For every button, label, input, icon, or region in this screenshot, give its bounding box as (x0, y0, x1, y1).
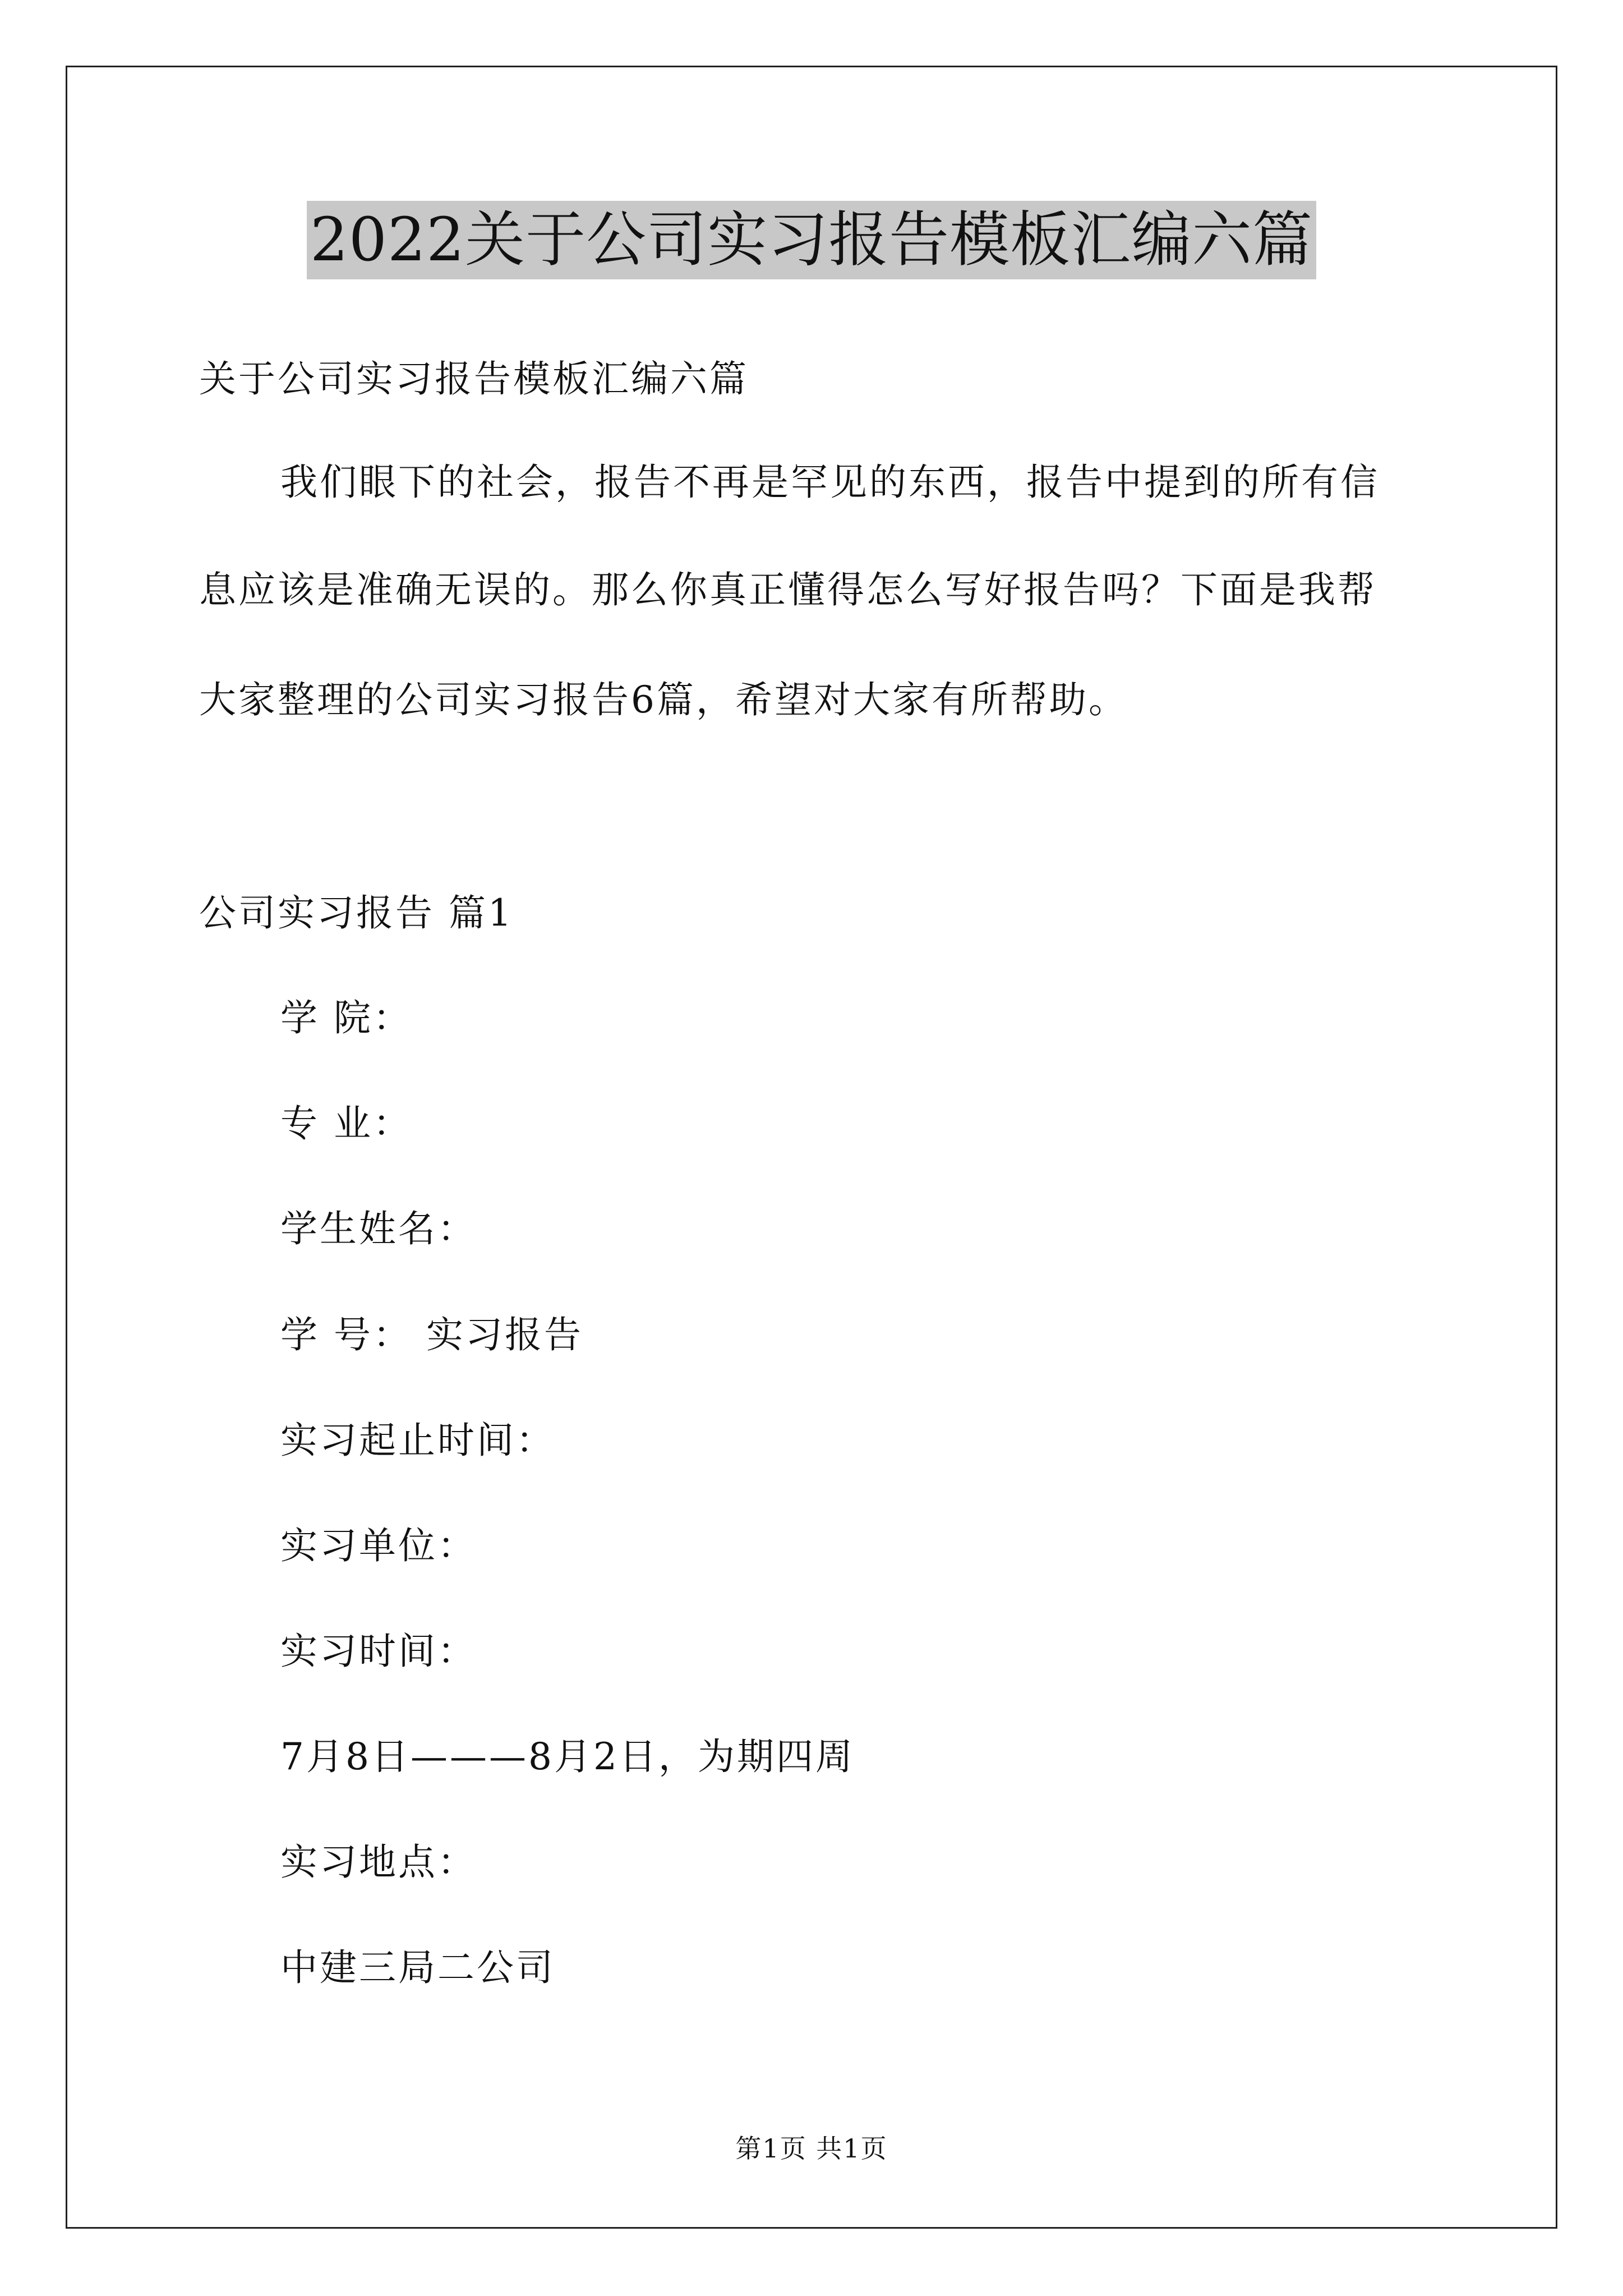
document-title: 2022关于公司实习报告模板汇编六篇 (307, 201, 1316, 279)
field-student-name: 学生姓名： (280, 1207, 477, 1250)
field-college: 学 院： (280, 996, 412, 1039)
intro-line-1: 我们眼下的社会，报告不再是罕见的东西，报告中提到的所有信 (280, 461, 1380, 504)
intro-line-2: 息应该是准确无误的。那么你真正懂得怎么写好报告吗？下面是我帮 (199, 568, 1377, 611)
field-internship-period: 实习起止时间： (280, 1419, 555, 1462)
page-footer: 第1页 共1页 (735, 2133, 888, 2164)
field-internship-location: 实习地点： (280, 1841, 477, 1884)
field-internship-unit: 实习单位： (280, 1524, 477, 1567)
field-student-number: 学 号： 实习报告 (280, 1313, 583, 1356)
document-subtitle: 关于公司实习报告模板汇编六篇 (199, 357, 749, 401)
section-heading: 公司实习报告 篇1 (199, 891, 514, 935)
internship-location-value: 中建三局二公司 (280, 1946, 555, 1989)
internship-time-value: 7月8日———8月2日，为期四周 (280, 1735, 855, 1778)
intro-line-3: 大家整理的公司实习报告6篇，希望对大家有所帮助。 (199, 678, 1128, 721)
field-internship-time: 实习时间： (280, 1630, 477, 1673)
field-major: 专 业： (280, 1102, 412, 1145)
title-container (0, 201, 1623, 279)
